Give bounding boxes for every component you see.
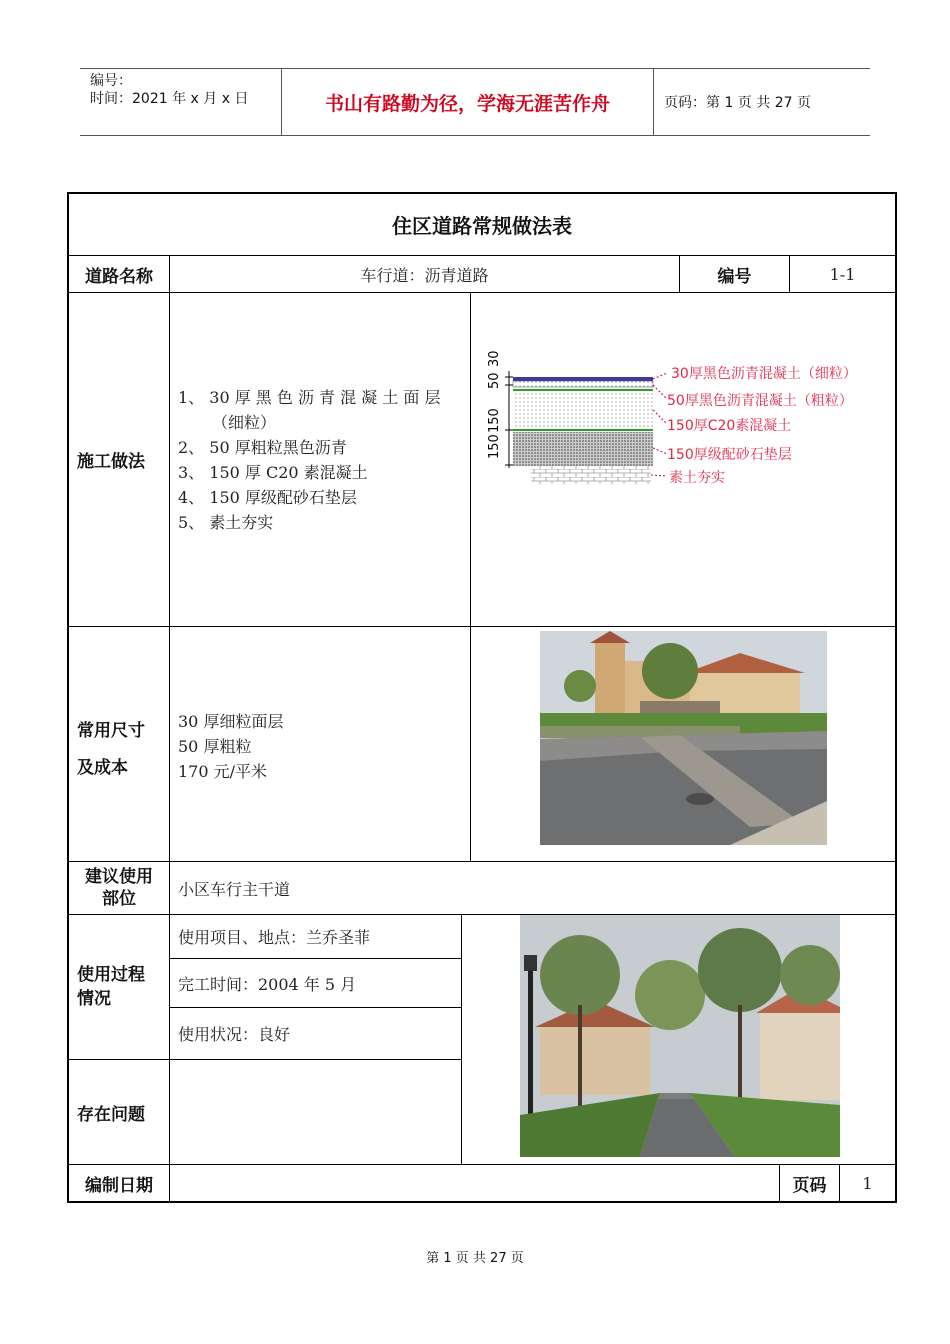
size-line-3: 170 元/平米 [178, 762, 268, 781]
step-1: 1、 30 厚 黑 色 沥 青 混 凝 土 面 层 [178, 388, 441, 407]
step-2: 2、 50 厚粗粒黑色沥青 [178, 438, 347, 457]
layer-fine-asphalt [513, 377, 653, 381]
dim-50: 50 [487, 372, 502, 389]
size-cost-label-2: 及成本 [77, 758, 128, 778]
header-motto: 书山有路勤为径，学海无涯苦作舟 [282, 69, 654, 135]
size-cost-label [69, 627, 170, 862]
road-spec-table [67, 192, 897, 1203]
issues-label: 存在问题 [69, 1060, 170, 1165]
header-code: 编号： [90, 73, 132, 89]
code-value: 1-1 [790, 256, 895, 293]
size-line-2: 50 厚粗粒 [178, 737, 252, 756]
layer-label-5: 素土夯实 [669, 470, 725, 486]
layer-label-4: 150厚级配砂石垫层 [667, 447, 792, 463]
size-line-1: 30 厚细粒面层 [178, 712, 284, 731]
layer-soil [531, 466, 651, 484]
usage-project: 使用项目、地点：兰乔圣菲 [170, 915, 462, 959]
page-header [80, 68, 870, 136]
page-value: 1 [862, 1173, 873, 1193]
header-page-info: 页码：第 1 页 共 27 页 [664, 95, 811, 111]
usage-label-1: 使用过程 [77, 965, 145, 985]
layer-label-1: 30厚黑色沥青混凝土（细粒） [671, 366, 857, 382]
size-cost-label-1: 常用尺寸 [77, 721, 145, 741]
dim-150b: 150 [487, 434, 502, 459]
dim-30: 30 [487, 350, 502, 367]
layer-label-2: 50厚黑色沥青混凝土（粗粒） [667, 393, 853, 409]
usage-status: 使用状况：良好 [170, 1008, 462, 1060]
layer-label-3: 150厚C20素混凝土 [667, 418, 792, 434]
header-meta [80, 69, 282, 135]
step-1-cont: （细粒） [212, 413, 277, 432]
road-name-value: 车行道：沥青道路 [170, 256, 680, 293]
road-photo-cell [471, 627, 895, 862]
issues-value [170, 1060, 462, 1165]
suggest-label [69, 862, 170, 915]
usage-photo [462, 915, 895, 1165]
layer-concrete [513, 391, 653, 429]
header-time: 时间：2021 年 x 月 x 日 [90, 91, 249, 107]
road-name-label: 道路名称 [69, 256, 170, 293]
suggest-label-1: 建议使用 [85, 867, 153, 887]
suggest-value: 小区车行主干道 [170, 862, 895, 915]
dim-150a: 150 [487, 408, 502, 433]
construction-label: 施工做法 [69, 293, 170, 627]
step-5: 5、 素土夯实 [178, 513, 274, 532]
table-title: 住区道路常规做法表 [69, 194, 895, 256]
page-label: 页码 [780, 1165, 840, 1201]
code-label: 编号 [680, 256, 790, 293]
date-value [170, 1165, 780, 1201]
section-diagram-cell [471, 293, 895, 627]
suggest-label-2: 部位 [102, 889, 136, 909]
usage-label [69, 915, 170, 1060]
usage-photo-cell [462, 915, 895, 1165]
usage-finish: 完工时间：2004 年 5 月 [170, 959, 462, 1008]
step-3: 3、 150 厚 C20 素混凝土 [178, 463, 368, 482]
page-footer: 第 1 页 共 27 页 [426, 1251, 524, 1266]
date-label: 编制日期 [69, 1165, 170, 1201]
step-4: 4、 150 厚级配砂石垫层 [178, 488, 357, 507]
size-cost-values [170, 627, 471, 862]
layer-gravel [513, 432, 653, 466]
layer-coarse-asphalt [513, 381, 653, 387]
pavement-section-diagram [471, 293, 895, 627]
usage-label-2: 情况 [77, 989, 111, 1009]
construction-steps [170, 293, 471, 627]
road-photo [471, 627, 895, 862]
